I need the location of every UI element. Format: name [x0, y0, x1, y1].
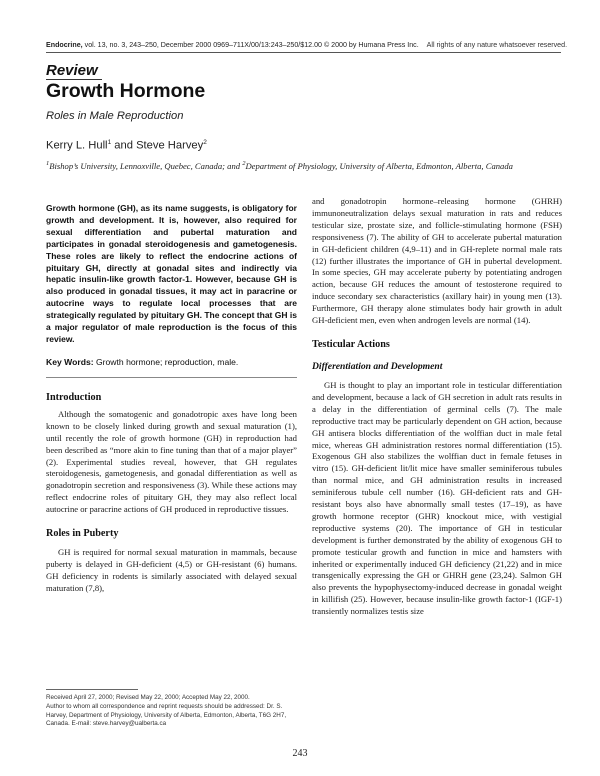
footnote: [46, 694, 300, 729]
rights-notice: All rights of any nature whatsoever reserved.: [426, 41, 568, 49]
keywords-text: Growth hormone; reproduction, male.: [93, 356, 239, 367]
abstract-divider: [46, 377, 297, 378]
author-conjunction: and: [111, 139, 137, 152]
keywords-label: Key Words:: [46, 356, 94, 367]
left-column: [46, 203, 297, 595]
footnote-rule: [46, 689, 138, 690]
journal-name: Endocrine,: [46, 41, 83, 49]
heading-roles-in-puberty: Roles in Puberty: [46, 528, 119, 540]
affiliation-marker: 1: [107, 139, 112, 146]
affiliation-marker: 1: [46, 160, 50, 167]
article-title: Growth Hormone: [46, 80, 206, 102]
affiliation-marker: 2: [242, 160, 246, 167]
author-name: Kerry L. Hull: [46, 139, 108, 152]
heading-introduction: Introduction: [46, 391, 102, 403]
footnote-dates: Received April 27, 2000; Revised May 22, 2000; Accepted May 22, 2000.: [46, 694, 250, 701]
section-label: Review: [46, 62, 98, 79]
journal-citation: vol. 13, no. 3, 243–250, December 2000: [84, 41, 212, 49]
testicular-paragraph: GH is thought to play an important role in testicular differentiation and development, because a lack of GH secretion in adult rats results in a delay in the differentiation of germinal cells (7). The male reproductive tract may be particularly dependent on GH action, because GH antisera blocks differentiation of the wolffian duct in male fetal mice, whereas GH administration restores normal differentiation (15). Exogenous GH also stabilizes the wolffian duct in female fetuses in vitro (15). GH-deficient lit/lit mice have smaller seminiferous tubules than normal mice, and GH administration results in increased seminiferous tubule cell number (16). GH-deficient rats and GH-resistant boys also have abnormally small testes (17–19), as have growth hormone receptor (GHR) knockout mice, with vestigial reproductive systems (20). The importance of GH in testicular development is further demonstrated by the ability of exogenous GH to promote testicular growth and function in mice and hamsters with inherited or experimentally induced GH deficiency (21,22) and in mice transgenically expressing the GH or GHRH gene (23,24). Salmon GH also prevents the hypophysectomy-induced decrease in gonadal weight in killifish (25). However, because insulin-like growth factor-1 (IGF-1) transiently normalizes testis size: [312, 379, 562, 617]
subheading-differentiation: Differentiation and Development: [312, 360, 443, 372]
abstract: Growth hormone (GH), as its name suggests, is obligatory for growth and development. It is, however, also required for sexual differentiation and pubertal maturation and participates in gonadal steroidogenesis and gametogenesis. These roles are likely to reflect the endocrine actions of pituitary GH, directly at gonadal sites and indirectly via hepatic insulin-like growth factor-1. However, because GH is also produced in gonadal tissues, it may act in paracrine or autocrine ways to regulate local processes that are strategically regulated by pituitary GH. The concept that GH is a major regulator of male reproduction is the focus of this review.: [46, 203, 297, 344]
journal-ids: 0969–711X/00/13:243–250/$12.00 © 2000 by Humana Press Inc.: [213, 41, 419, 49]
right-column: [312, 196, 562, 618]
footnote-correspondence: Author to whom all correspondence and reprint requests should be addressed: Dr. S. Harvey, Department of Physiology, University of Alberta, Edmonton, Alberta, T6G 2H7, Canada. E-mail: steve.harvey@ualberta.ca: [46, 702, 287, 728]
affiliation-marker: 2: [203, 139, 207, 146]
page-number: 243: [292, 748, 308, 759]
introduction-paragraph: Although the somatogenic and gonadotropic axes have long been known to be closely linked during growth and sexual maturation (1), until recently the role of growth hormone (GH) in reproduction had been described as “more akin to fine tuning than that of a major player” (2). Experimental studies reveal, however, that GH regulates steroidogenesis, gametogenesis, and gonadal differentiation as well as gonadotropin secretion and responsiveness (3). While these actions may reflect endocrine roles of pituitary GH, they may also reflect local autocrine or paracrine actions of GH produced in reproductive tissues.: [46, 408, 297, 515]
puberty-continued-paragraph: and gonadotropin hormone–releasing hormone (GHRH) immunoneutralization delays sexual maturation in rats and reduces testicular size, prostate size, and follicle-stimulating hormone (FSH) responsiveness (7). The ability of GH to accelerate pubertal maturation in GH-deficient children (4,9–11) and in GH-replete normal male rats (12) further illustrates the importance of GH in pubertal development. In some species, GH may accelerate puberty by potentiating androgen action, because GH reduces the amount of testosterone required to induce secondary sex characteristics (axillary hair) in young men (13). Furthermore, GH therapy alone stimulates body hair growth in adult GH-deficient men, even when androgen levels are normal (14).: [312, 196, 562, 326]
author-name: Steve Harvey: [136, 139, 204, 152]
keywords: [46, 357, 297, 367]
heading-testicular-actions: Testicular Actions: [312, 338, 390, 350]
running-header: [46, 41, 568, 49]
affiliation-text: Bishop’s University, Lennoxville, Quebec, Canada; and: [49, 160, 243, 171]
author-line: [46, 139, 207, 152]
affiliation-text: Department of Physiology, University of Alberta, Edmonton, Alberta, Canada: [245, 160, 513, 171]
puberty-paragraph: GH is required for normal sexual maturation in mammals, because puberty is delayed in GH-deficient (4,5) or GH-resistant (6) humans. GH deficiency in rodents is similarly associated with delayed sexual maturation (7,8),: [46, 547, 297, 593]
affiliations: [46, 157, 546, 173]
article-subtitle: Roles in Male Reproduction: [46, 110, 184, 122]
header-rule: [46, 52, 561, 53]
